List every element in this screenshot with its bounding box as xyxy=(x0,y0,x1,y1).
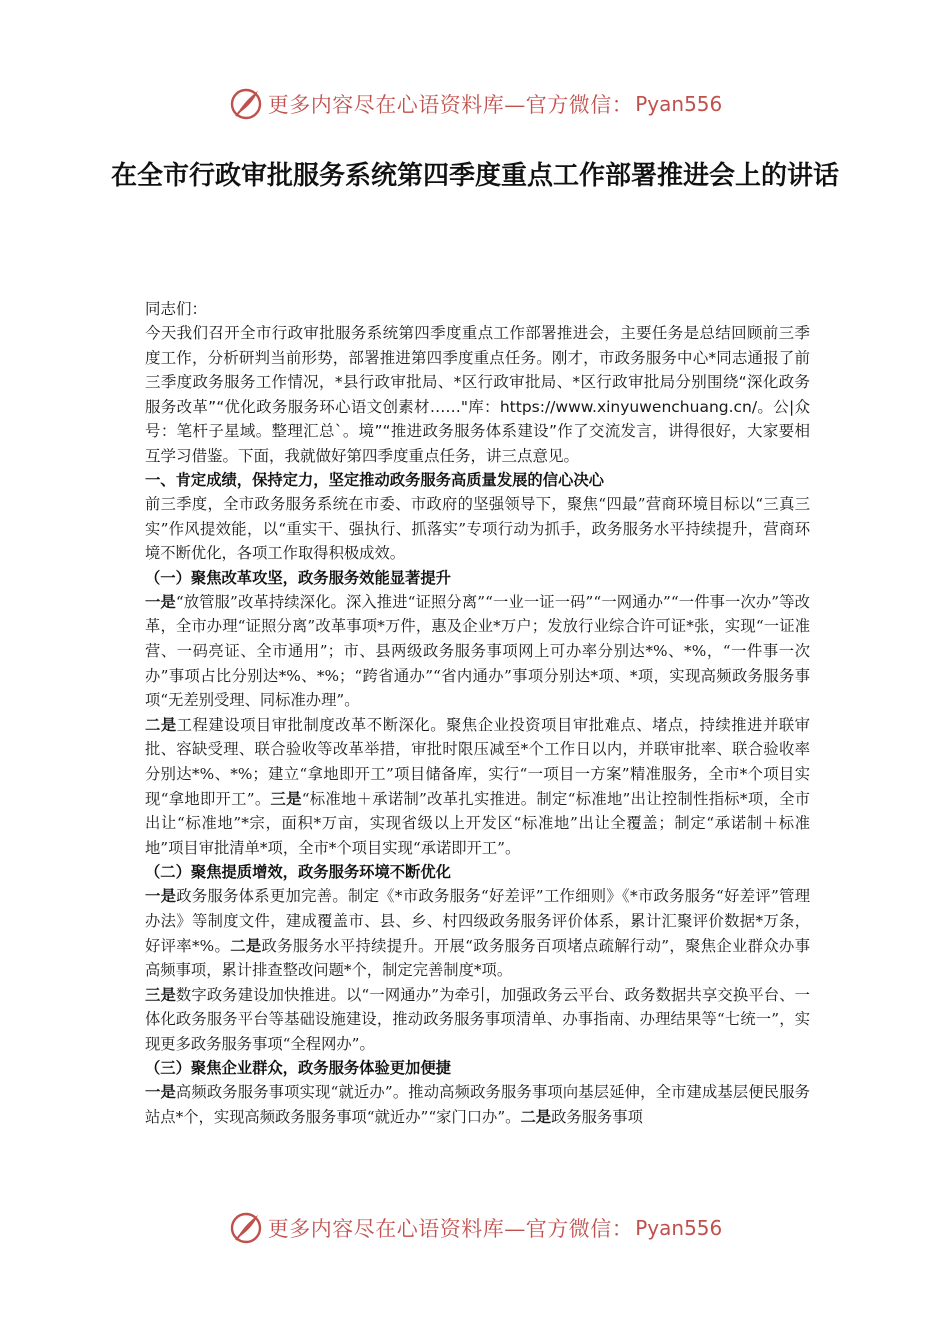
watermark-wechat-id: Pyan556 xyxy=(635,92,723,116)
paragraph-text: 高频政务服务事项实现“就近办”。推动高频政务服务事项向基层延伸，全市建成基层便民服务站点*个，实现高频政务服务事项“就近办”“家门口办”。 xyxy=(145,1083,810,1127)
watermark-text: 更多内容尽在心语资料库—官方微信： xyxy=(267,1217,634,1241)
page-title: 在全市行政审批服务系统第四季度重点工作部署推进会上的讲话 xyxy=(110,161,839,191)
watermark-text: 更多内容尽在心语资料库—官方微信： xyxy=(267,93,634,117)
lead-label: 三是 xyxy=(145,985,176,1004)
subsection-1-heading: （一）聚焦改革攻坚，政务服务效能显著提升 xyxy=(145,568,451,587)
paragraph-text: “标准地＋承诺制”改革扎实推进。制定“标准地”出让控制性指标*项，全市出让“标准地”*宗，面积*万亩，实现省级以上开发区“标准地”出让全覆盖；制定“承诺制＋标准地”项目审批清单*项，全市*个项目实现“承诺即开工”。 xyxy=(145,789,810,857)
paragraph-text: 政务服务体系更加完善。制定《*市政务服务“好差评”工作细则》《*市政务服务“好差评”管理办法》等制度文件，建成覆盖市、县、乡、村四级政务服务评价体系，累计汇聚评价数据*万条，好评率*%。 xyxy=(145,887,810,955)
lead-label: 一是 xyxy=(145,1083,176,1102)
lead-label: 二是 xyxy=(520,1108,552,1127)
section-1-intro: 前三季度，全市政务服务系统在市委、市政府的坚强领导下，聚焦“四最”营商环境目标以“三真三实”作风提效能，以“重实干、强执行、抓落实”专项行动为抓手，政务服务水平持续提升，营商环境不断优化，各项工作取得积极成效。 xyxy=(145,495,810,563)
subsection-3-heading: （三）聚焦企业群众，政务服务体验更加便捷 xyxy=(145,1059,451,1078)
paragraph-text: 工程建设项目审批制度改革不断深化。聚焦企业投资项目审批难点、堵点，持续推进并联审批、容缺受理、联合验收等改革举措，审批时限压减至*个工作日以内，并联审批率、联合验收率分别达*%、*%；建立“拿地即开工”项目储备库，实行“一项目一方案”精准服务，全市*个项目实现“拿地即开工”。 xyxy=(145,715,810,808)
lead-label: 三是 xyxy=(270,789,302,808)
subsection-2-paragraph xyxy=(145,884,810,982)
intro-paragraph: 今天我们召开全市行政审批服务系统第四季度重点工作部署推进会，主要任务是总结回顾前三季度工作，分析研判当前形势，部署推进第四季度重点任务。刚才，市政务服务中心*同志通报了前三季度政务服务工作情况，*县行政审批局、*区行政审批局、*区行政审批局分别围绕“深化政务服务改革”“优化政务服务环心语文创素材……"库：https://www.xinyuwenchuang.cn/。公|众号：笔杆子星域。整理汇总`。境”“推进政务服务体系建设”作了交流发言，讲得很好，大家要相互学习借鉴。下面，我就做好第四季度重点任务，讲三点意见。 xyxy=(145,324,810,465)
subsection-2-paragraph-2 xyxy=(145,983,810,1057)
paragraph-text: “放管服”改革持续深化。深入推进“证照分离”“一业一证一码”“一网通办”“一件事一次办”等改革，全市办理“证照分离”改革事项*万件，惠及企业*万户；发放行业综合许可证*张，实现“一证准营、一码亮证、全市通用”；市、县两级政务服务事项网上可办率分别达*%、*%，“一件事一次办”事项占比分别达*%、*%；“跨省通办”“省内通办”事项分别达*项、*项，实现高频政务服务事项“无差别受理、同标准办理”。 xyxy=(145,592,810,710)
document-body xyxy=(145,297,810,1130)
subsection-1-paragraph xyxy=(145,590,810,713)
paragraph-text: 政务服务水平持续提升。开展“政务服务百项堵点疏解行动”，聚焦企业群众办事高频事项，累计排查整改问题*个，制定完善制度*项。 xyxy=(145,936,810,980)
salutation: 同志们： xyxy=(145,300,208,318)
lead-label: 一是 xyxy=(145,592,176,611)
paragraph-text: 数字政务建设加快推进。以“一网通办”为牵引，加强政务云平台、政务数据共享交换平台、一体化政务服务平台等基础设施建设，推动政务服务事项清单、办事指南、办理结果等“七统一”，实现更多政务服务事项“全程网办”。 xyxy=(145,985,810,1053)
section-1-heading: 一、肯定成绩，保持定力，坚定推动政务服务高质量发展的信心决心 xyxy=(145,471,604,489)
pen-feather-icon xyxy=(228,1210,264,1246)
lead-label: 二是 xyxy=(230,936,262,955)
pen-feather-icon xyxy=(228,86,264,122)
subsection-3-paragraph xyxy=(145,1080,810,1129)
watermark-banner-top xyxy=(0,82,950,126)
subsection-1-paragraph-2 xyxy=(145,713,810,861)
lead-label: 二是 xyxy=(145,715,177,734)
watermark-wechat-id: Pyan556 xyxy=(635,1216,723,1240)
paragraph-text: 政务服务事项 xyxy=(551,1108,643,1127)
subsection-2-heading: （二）聚焦提质增效，政务服务环境不断优化 xyxy=(145,863,451,882)
lead-label: 一是 xyxy=(145,887,177,906)
watermark-banner-bottom xyxy=(0,1206,950,1250)
